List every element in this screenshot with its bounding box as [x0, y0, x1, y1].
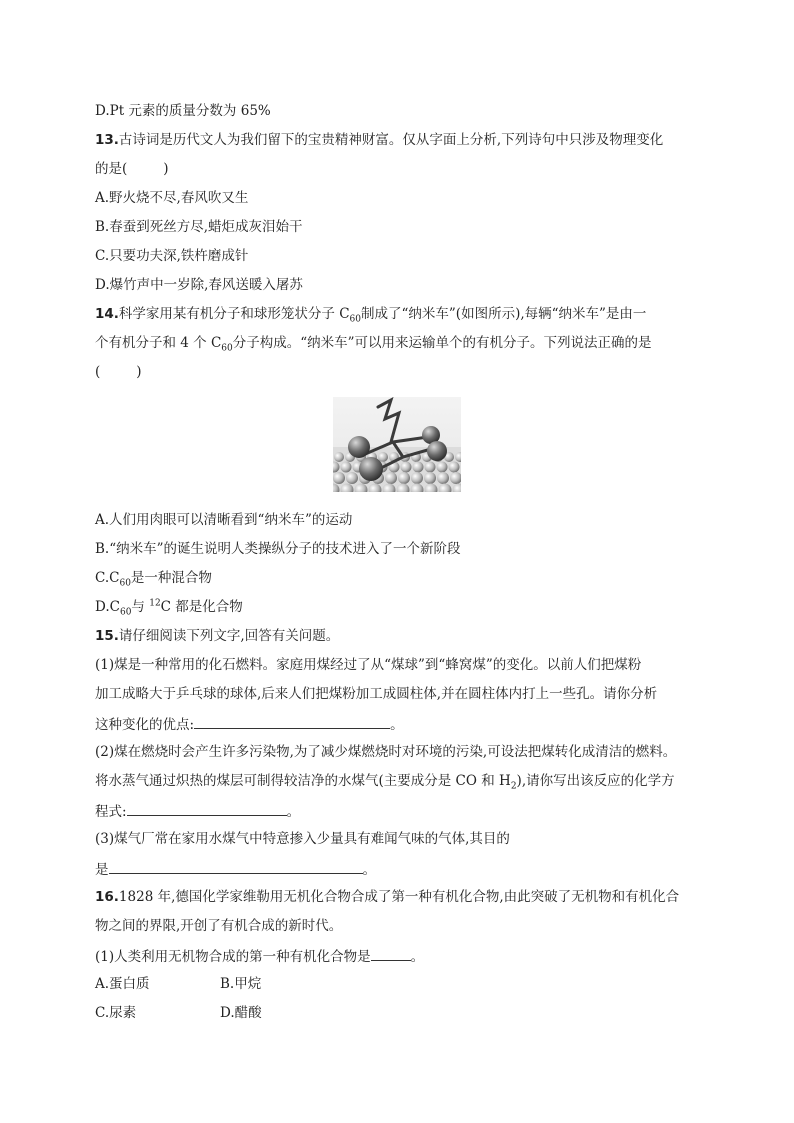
q15-p3-line2: [95, 859, 376, 879]
q14-stem2-text-b: 分子构成。“纳米车”可以用来运输单个的有机分子。下列说法正确的是: [232, 335, 652, 351]
q15-p2-line1: (2)煤在燃烧时会产生许多污染物,为了减少煤燃烧时对环境的污染,可设法把煤转化成清洁的燃料。: [95, 744, 677, 760]
q14-number: 14.: [95, 306, 119, 322]
q15-p3-label: 是: [95, 862, 109, 878]
q15-p1-line2: 加工成略大于乒乓球的球体,后来人们把煤粉加工成圆柱体,并在圆柱体内打上一些孔。请你分析: [95, 686, 658, 702]
q14-stem-line3: [95, 363, 142, 381]
q14-option-d-sub: 60: [119, 607, 132, 618]
q15-p2-text-a: 将水蒸气通过炽热的煤层可制得较洁净的水煤气(主要成分是 CO 和 H: [95, 773, 511, 789]
q16-sub1: [95, 946, 424, 966]
q16-sub1-period: 。: [410, 949, 425, 965]
q15-p2-text-b: ),请你写出该反应的化学方: [516, 773, 675, 789]
q13-stem-line1: [95, 131, 663, 149]
q13-stem-text: 古诗词是历代文人为我们留下的宝贵精神财富。仅从字面上分析,下列诗句中只涉及物理变化: [118, 132, 664, 148]
nanocar-svg: [333, 397, 461, 492]
q13-option-b: B.春蚕到死丝方尽,蜡炬成灰泪始干: [95, 219, 303, 235]
q15-p2-sub: 2: [510, 781, 517, 792]
q14-option-c-post: 是一种混合物: [130, 570, 212, 586]
q13-paren-close: ): [163, 161, 169, 177]
q13-option-d: D.爆竹声中一岁除,春风送暖入屠苏: [95, 277, 303, 293]
q14-stem-line1: [95, 305, 646, 323]
q16-option-b: B.甲烷: [220, 976, 262, 992]
q16-number: 16.: [95, 889, 119, 905]
q15-answer-blank-1[interactable]: [194, 714, 390, 729]
q15-p2-line2: [95, 772, 675, 790]
q15-answer-blank-3[interactable]: [109, 859, 363, 874]
q14-option-c: [95, 569, 212, 587]
q16-stem-line2: 物之间的界限,开创了有机合成的新时代。: [95, 918, 343, 934]
q14-option-d-post: C 都是化合物: [160, 599, 243, 615]
q14-option-a: A.人们用肉眼可以清晰看到“纳米车”的运动: [95, 512, 353, 528]
q16-option-c: C.尿素: [95, 1005, 137, 1021]
q16-option-d: D.醋酸: [220, 1005, 262, 1021]
q15-p1-line3: [95, 714, 404, 734]
q14-stem-line2: [95, 334, 652, 352]
q14-option-c-sub: 60: [119, 578, 131, 589]
q14-paren-open: (: [95, 364, 101, 380]
q16-options-row1: [95, 975, 262, 993]
q14-subscript: 60: [349, 314, 361, 325]
q14-option-b: B.“纳米车”的诞生说明人类操纵分子的技术进入了一个新阶段: [95, 541, 461, 557]
q15-p2-period: 。: [286, 804, 301, 820]
q16-options-row2: [95, 1004, 262, 1022]
q16-stem-text: 1828 年,德国化学家维勒用无机化合物合成了第一种有机化合物,由此突破了无机物和有机化合: [118, 889, 680, 905]
q14-subscript-2: 60: [221, 343, 233, 354]
q14-stem-text-b: 制成了“纳米车”(如图所示),每辆“纳米车”是由一: [361, 306, 647, 322]
q14-option-d-mid: 与: [131, 599, 150, 615]
q14-option-d: [95, 598, 243, 616]
q16-answer-blank[interactable]: [371, 946, 411, 961]
q13-option-a: A.野火烧不尽,春风吹又生: [95, 190, 249, 206]
q13-option-c: C.只要功夫深,铁杵磨成针: [95, 248, 249, 264]
q15-number: 15.: [95, 628, 119, 644]
q14-stem2-text-a: 个有机分子和 4 个 C: [95, 335, 222, 351]
q15-p2-line3: [95, 801, 300, 821]
q15-answer-blank-2[interactable]: [127, 801, 287, 816]
q15-p1-line1: (1)煤是一种常用的化石燃料。家庭用煤经过了从“煤球”到“蜂窝煤”的变化。以前人们把煤粉: [95, 657, 642, 673]
q15-p1-label: 这种变化的优点:: [95, 717, 195, 733]
q12-option-d: D.Pt 元素的质量分数为 65%: [95, 103, 271, 119]
q13-stem-line2: [95, 160, 169, 178]
q14-option-d-pre: D.C: [95, 599, 120, 615]
q14-stem-text-a: 科学家用某有机分子和球形笼状分子 C: [118, 306, 350, 322]
nanocar-illustration: [333, 397, 461, 492]
q15-p1-period: 。: [390, 717, 404, 733]
q15-p3-period: 。: [362, 862, 376, 878]
q15-stem: [95, 627, 339, 645]
q15-stem-text: 请仔细阅读下列文字,回答有关问题。: [118, 628, 340, 644]
q14-paren-close: ): [136, 364, 142, 380]
q14-option-c-pre: C.C: [95, 570, 120, 586]
q16-stem-line1: [95, 888, 679, 906]
q13-number: 13.: [95, 132, 119, 148]
q16-sub1-text: (1)人类利用无机物合成的第一种有机化合物是: [95, 949, 371, 965]
q16-option-a: A.蛋白质: [95, 976, 150, 992]
q15-p3-line1: (3)煤气厂常在家用水煤气中特意掺入少量具有难闻气味的气体,其目的: [95, 831, 510, 847]
q15-p2-label: 程式:: [95, 804, 127, 820]
q14-option-d-sup: 12: [149, 598, 161, 609]
q13-paren-open: 的是(: [95, 161, 128, 177]
